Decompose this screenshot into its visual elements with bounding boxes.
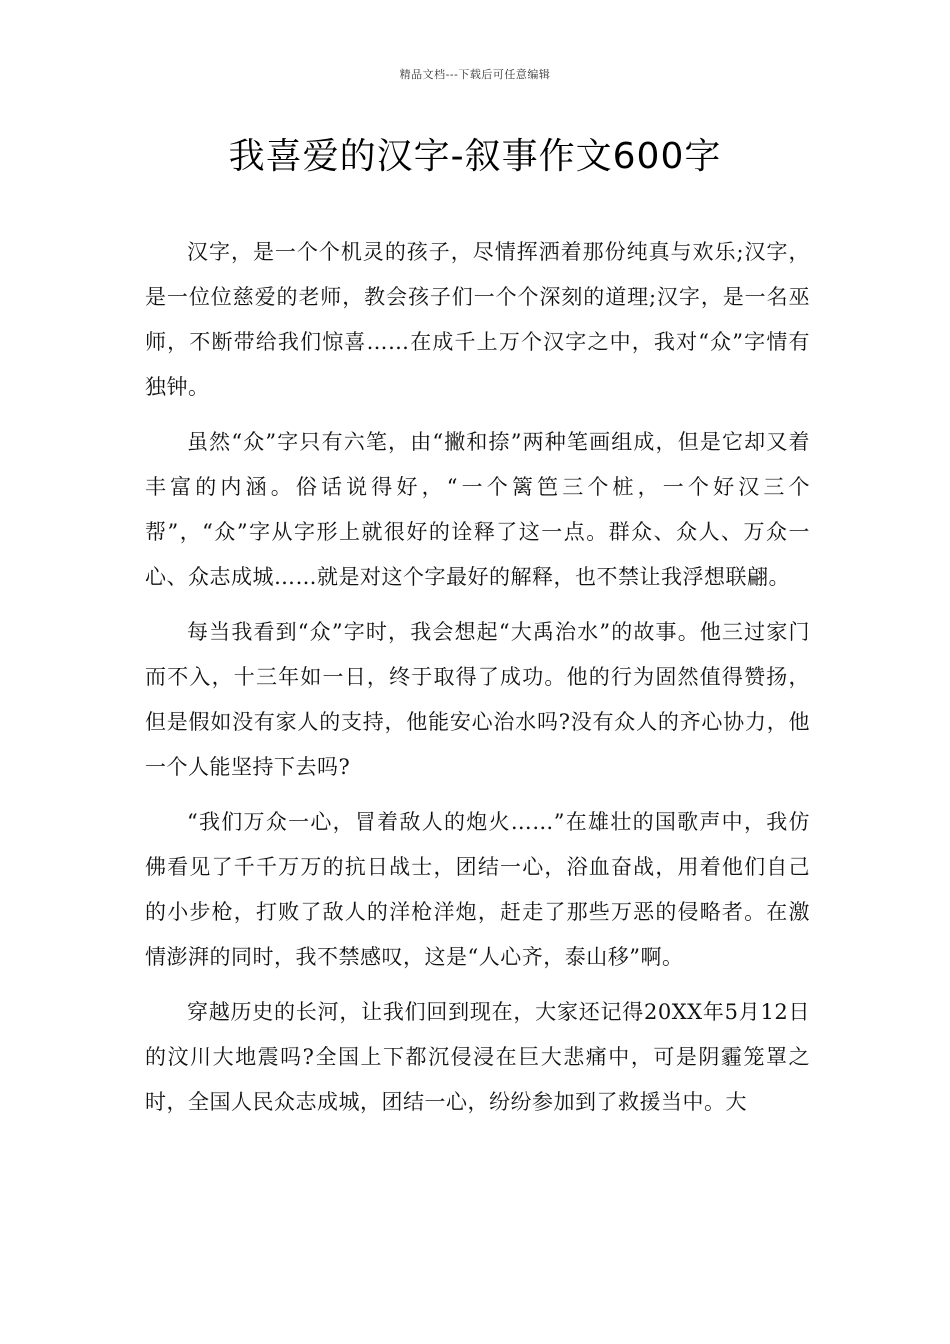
paragraph: 虽然“众”字只有六笔，由“撇和捺”两种笔画组成，但是它却又着丰富的内涵。俗话说得好，“一个篱笆三个桩，一个好汉三个帮”，“众”字从字形上就很好的诠释了这一点。群众、众人、万众一心、众志成城……就是对这个字最好的解释，也不禁让我浮想联翩。: [145, 430, 810, 589]
paragraph: 每当我看到“众”字时，我会想起“大禹治水”的故事。他三过家门而不入，十三年如一日，终于取得了成功。他的行为固然值得赞扬，但是假如没有家人的支持，他能安心治水吗?没有众人的齐心协力，他一个人能坚持下去吗?: [145, 620, 810, 779]
document-body: [145, 230, 810, 1135]
document-title: 我喜爱的汉字-叙事作文600字: [228, 136, 722, 177]
header-note: 精品文档---下载后可任意编辑: [399, 68, 551, 81]
paragraph: 穿越历史的长河，让我们回到现在，大家还记得20XX年5月12日的汶川大地震吗?全国上下都沉侵浸在巨大悲痛中，可是阴霾笼罩之时，全国人民众志成城，团结一心，纷纷参加到了救援当中。大: [145, 1000, 810, 1114]
paragraph: 汉字，是一个个机灵的孩子，尽情挥洒着那份纯真与欢乐;汉字，是一位位慈爱的老师，教会孩子们一个个深刻的道理;汉字，是一名巫师，不断带给我们惊喜……在成千上万个汉字之中，我对“众”字情有独钟。: [145, 240, 810, 399]
paragraph: “我们万众一心，冒着敌人的炮火……”在雄壮的国歌声中，我仿佛看见了千千万万的抗日战士，团结一心，浴血奋战，用着他们自己的小步枪，打败了敌人的洋枪洋炮，赶走了那些万恶的侵略者。在激情澎湃的同时，我不禁感叹，这是“人心齐，泰山移”啊。: [145, 810, 810, 969]
